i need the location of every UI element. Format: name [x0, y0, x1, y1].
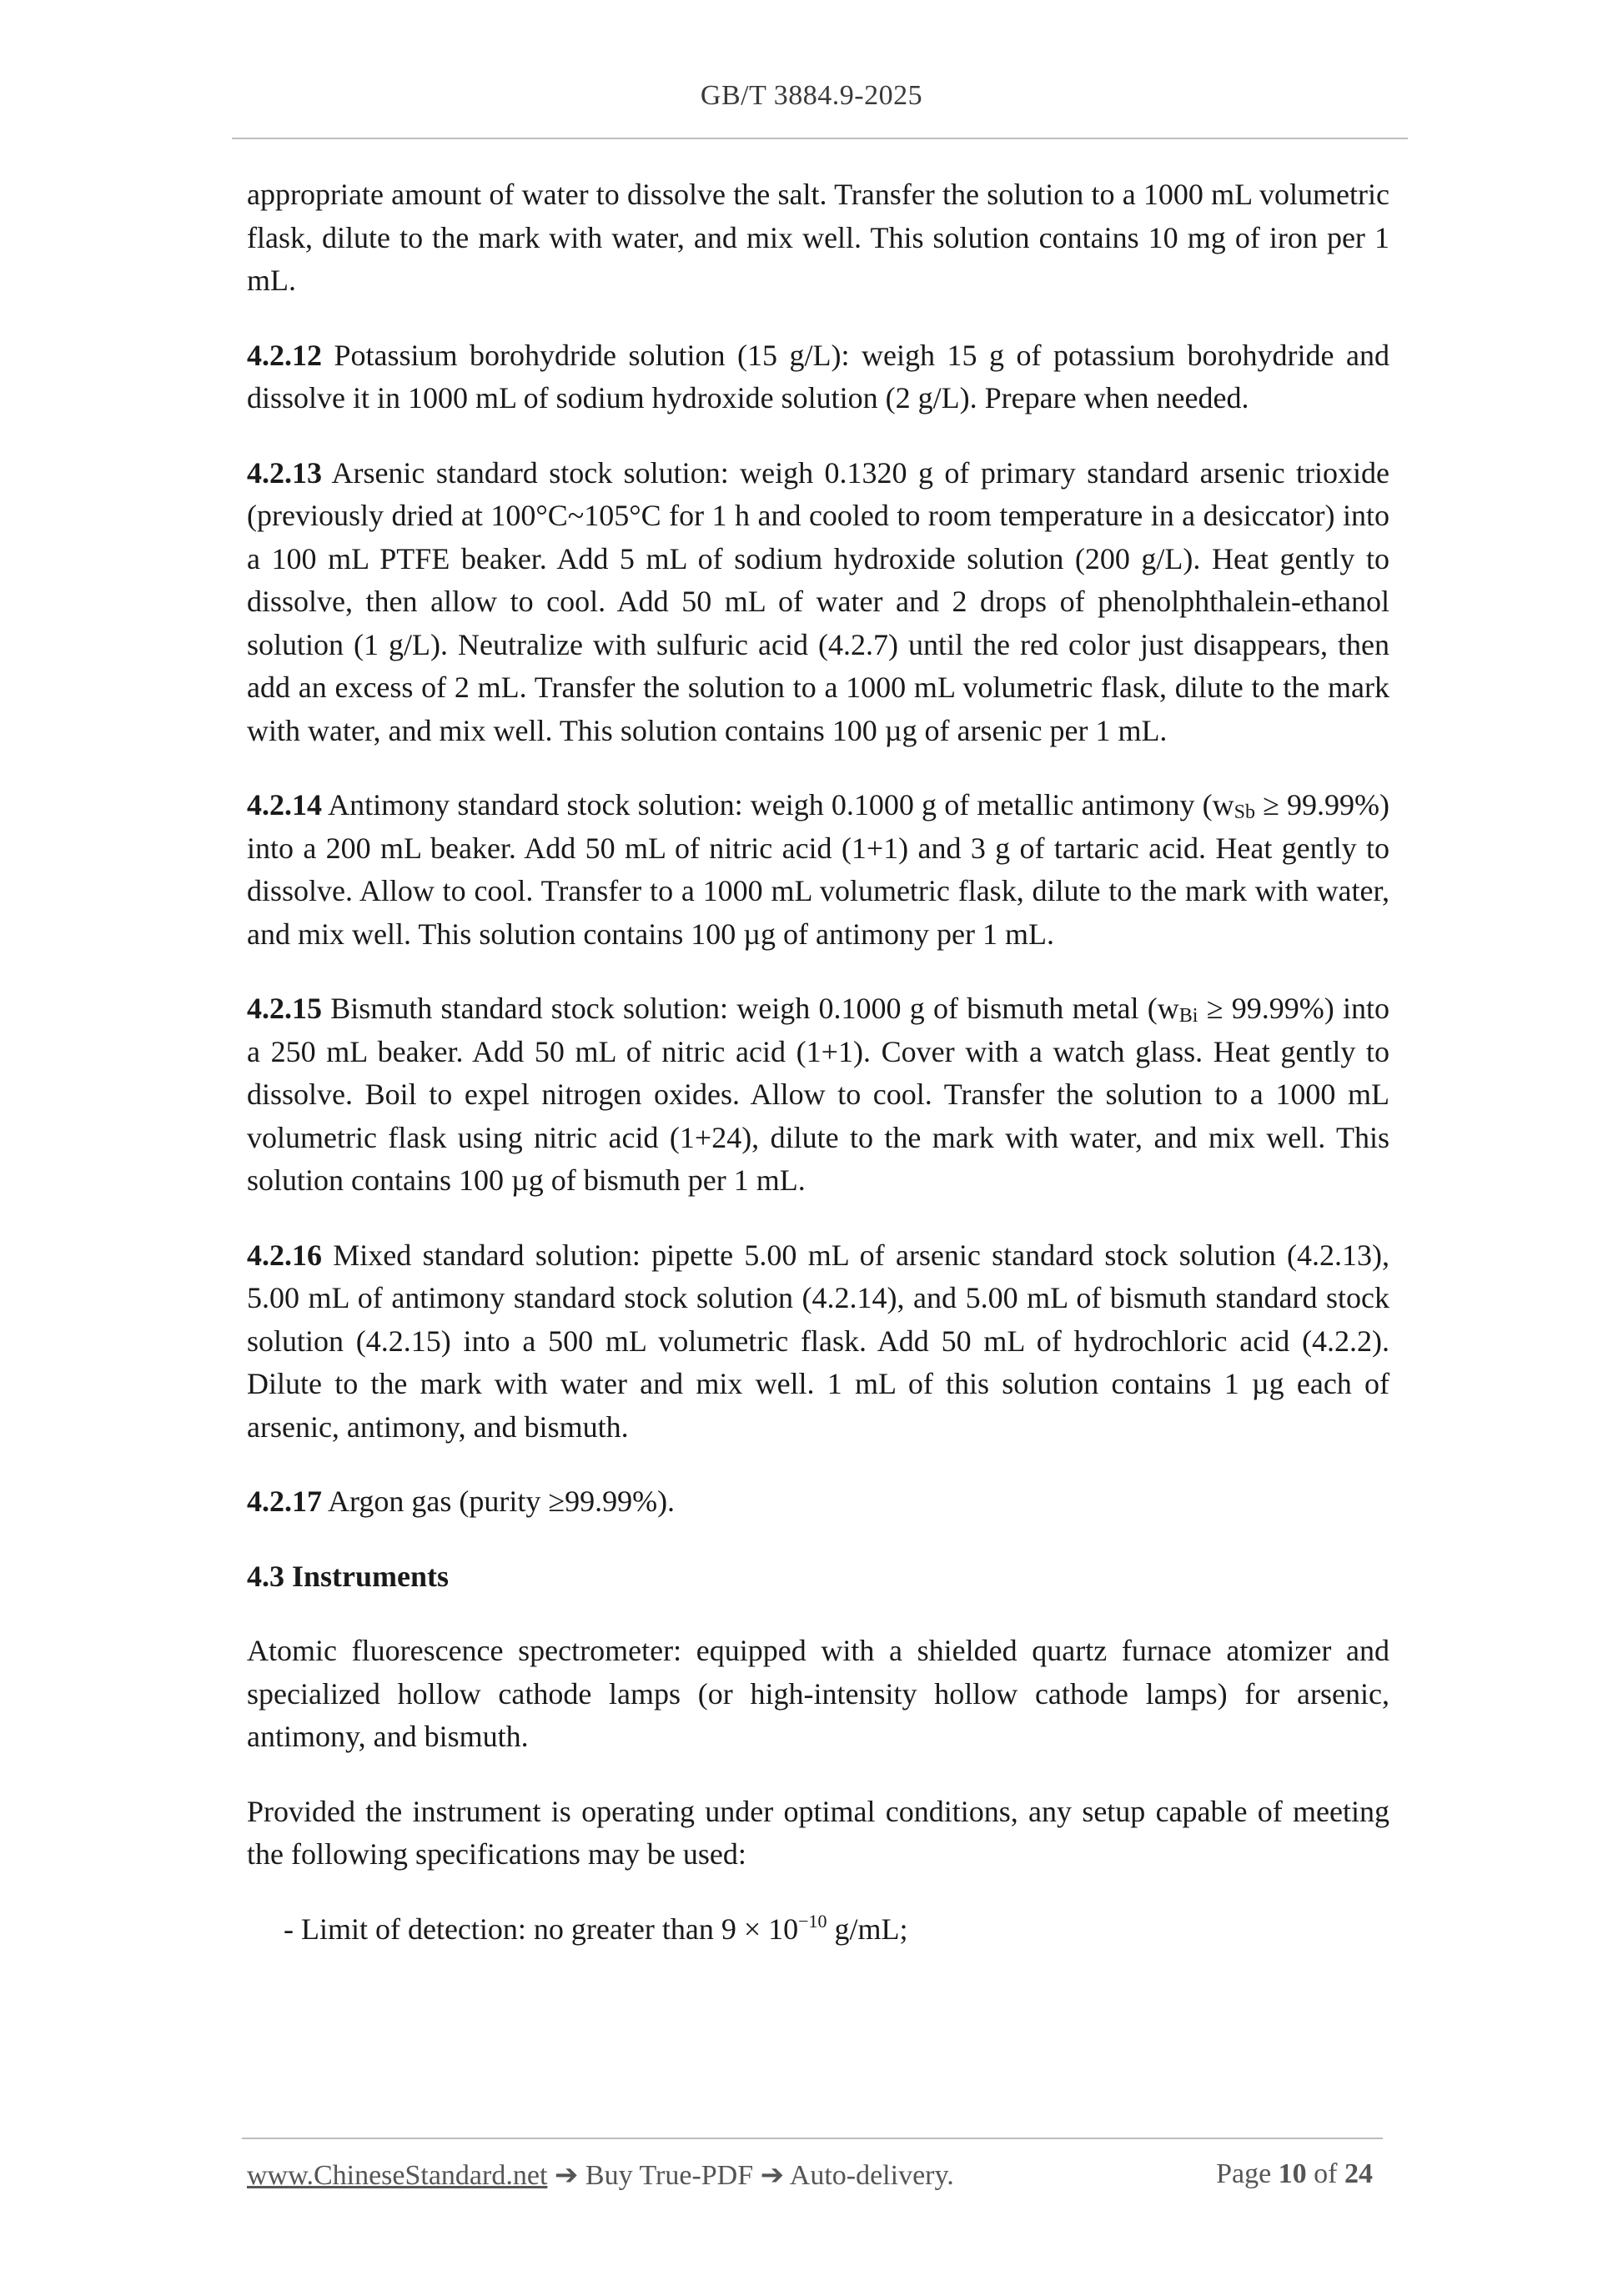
bullet-text-post: g/mL;	[827, 1912, 908, 1946]
clause-text-post: ≥ 99.99%) into a 200 mL beaker. Add 50 mL of nitric acid (1+1) and 3 g of tartaric acid. Heat gently to dissolve. Allow to cool. Transfer to a 1000 mL volumetric flask, dilute to the mark with water, and mix well. This solution contains 100 µg of antimony per 1 mL.	[247, 788, 1389, 951]
website-link[interactable]: www.ChineseStandard.net	[247, 2160, 548, 2191]
instruments-paragraph-2: Provided the instrument is operating under optimal conditions, any setup capable of meeting the following specifications may be used:	[247, 1794, 1389, 1871]
clause-text: Argon gas (purity ≥99.99%).	[328, 1485, 676, 1518]
clause-4-2-12	[247, 334, 1389, 420]
bullet-text-pre: - Limit of detection: no greater than 9 × 10	[284, 1912, 799, 1946]
instruments-paragraph-1: Atomic fluorescence spectrometer: equipped with a shielded quartz furnace atomizer and specialized hollow cathode lamps (or high-intensity hollow cathode lamps) for arsenic, antimony, and bismuth.	[247, 1634, 1389, 1753]
header-divider	[232, 138, 1408, 139]
document-body	[247, 173, 1389, 1982]
clause-text: Arsenic standard stock solution: weigh 0.1320 g of primary standard arsenic trioxide (previously dried at 100°C~105°C for 1 h and cooled to room temperature in a desiccator) into a 100 mL PTFE beaker. Add 5 mL of sodium hydroxide solution (200 g/L). Heat gently to dissolve, then allow to cool. Add 50 mL of water and 2 drops of phenolphthalein-ethanol solution (1 g/L). Neutralize with sulfuric acid (4.2.7) until the red color just disappears, then add an excess of 2 mL. Transfer the solution to a 1000 mL volumetric flask, dilute to the mark with water, and mix well. This solution contains 100 µg of arsenic per 1 mL.	[247, 455, 1389, 747]
auto-delivery-text: Auto-delivery.	[789, 2160, 954, 2191]
clause-text-pre: Bismuth standard stock solution: weigh 0.1000 g of bismuth metal (w	[330, 992, 1179, 1025]
footer-promo	[247, 2158, 954, 2192]
of-label: of	[1314, 2158, 1338, 2189]
paragraph-continuation: appropriate amount of water to dissolve the salt. Transfer the solution to a 1000 mL volumetric flask, dilute to the mark with water, and mix well. This solution contains 10 mg of iron per 1 mL.	[247, 178, 1389, 297]
clause-text-pre: Antimony standard stock solution: weigh 0.1000 g of metallic antimony (w	[328, 788, 1234, 821]
current-page-number: 10	[1278, 2158, 1307, 2189]
clause-number: 4.2.15	[247, 992, 322, 1025]
clause-number: 4.2.16	[247, 1238, 322, 1272]
clause-number: 4.2.13	[247, 455, 322, 490]
clause-text-post: ≥ 99.99%) into a 250 mL beaker. Add 50 mL of nitric acid (1+1). Cover with a watch glass. Heat gently to dissolve. Boil to expel nitrogen oxides. Allow to cool. Transfer the solution to a 1000 mL volumetric flask using nitric acid (1+24), dilute to the mark with water, and mix well. This solution contains 100 µg of bismuth per 1 mL.	[247, 992, 1389, 1197]
buy-true-pdf-text: Buy True-PDF	[585, 2160, 754, 2191]
section-heading-4-3: 4.3 Instruments	[247, 1559, 450, 1593]
spec-bullet-detection-limit	[247, 1908, 1389, 1952]
subscript-bi: Bi	[1178, 1005, 1198, 1027]
footer-divider	[242, 2138, 1383, 2139]
page-indicator	[1216, 2158, 1373, 2190]
arrow-right-icon: ➔	[760, 2160, 785, 2191]
clause-number: 4.2.14	[247, 788, 322, 821]
clause-text: Mixed standard solution: pipette 5.00 mL of arsenic standard stock solution (4.2.13), 5.00 mL of antimony standard stock solution (4.2.14), and 5.00 mL of bismuth standard stock solution (4.2.15) into a 500 mL volumetric flask. Add 50 mL of hydrochloric acid (4.2.2). Dilute to the mark with water and mix well. 1 mL of this solution contains 1 µg each of arsenic, antimony, and bismuth.	[247, 1238, 1389, 1444]
clause-number: 4.2.17	[247, 1485, 322, 1518]
clause-number: 4.2.12	[247, 338, 322, 372]
clause-4-2-14	[247, 784, 1389, 956]
clause-4-2-13	[247, 452, 1389, 753]
clause-4-2-16	[247, 1234, 1389, 1449]
clause-text: Potassium borohydride solution (15 g/L): weigh 15 g of potassium borohydride and dissolve it in 1000 mL of sodium hydroxide solution (2 g/L). Prepare when needed.	[247, 338, 1390, 414]
page-label: Page	[1216, 2158, 1272, 2189]
total-pages: 24	[1344, 2158, 1373, 2189]
document-header	[0, 80, 1623, 112]
clause-4-2-17	[247, 1480, 1389, 1524]
exponent: −10	[798, 1910, 827, 1932]
standard-code: GB/T 3884.9-2025	[700, 80, 923, 111]
clause-4-2-15	[247, 987, 1389, 1203]
subscript-sb: Sb	[1234, 801, 1255, 823]
arrow-right-icon: ➔	[554, 2160, 579, 2191]
